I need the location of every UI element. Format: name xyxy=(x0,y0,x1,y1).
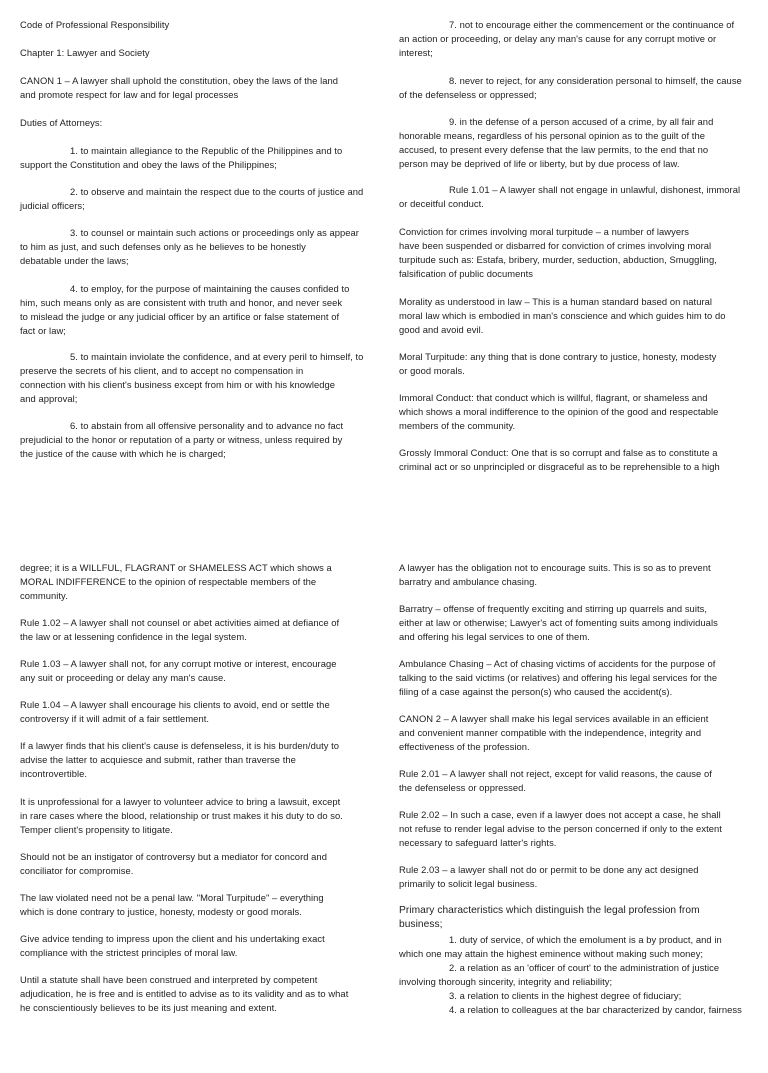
text-line: CANON 1 – A lawyer shall uphold the constitution, obey the laws of the land xyxy=(20,75,338,86)
text-line: primarily to solicit legal business. xyxy=(399,878,538,889)
text-line: CANON 2 – A lawyer shall make his legal services available in an efficient xyxy=(399,713,709,724)
text-line: and promote respect for law and for legal processes xyxy=(20,89,239,100)
page-2-left xyxy=(20,561,404,1073)
text-line: any suit or proceeding or delay any man's cause. xyxy=(20,672,226,683)
text-line: barratry and ambulance chasing. xyxy=(399,576,538,587)
text-line: Code of Professional Responsibility xyxy=(20,19,170,30)
text-line: 6. to abstain from all offensive personality and to advance no fact xyxy=(70,420,344,431)
text-line: 4. a relation to colleagues at the bar characterized by candor, fairness xyxy=(449,1004,742,1015)
text-line: compliance with the strictest principles of moral law. xyxy=(20,947,238,958)
text-line: judicial officers; xyxy=(20,200,85,211)
text-line: 1. to maintain allegiance to the Republic of the Philippines and to xyxy=(70,145,343,156)
text-line: the law or at lessening confidence in the legal system. xyxy=(20,631,247,642)
text-line: in rare cases where the blood, relationship or trust makes it his duty to do so. xyxy=(20,810,343,821)
text-line: Rule 2.02 – In such a case, even if a lawyer does not accept a case, he shall xyxy=(399,809,721,820)
paragraph xyxy=(399,904,700,932)
paragraph xyxy=(399,350,716,378)
paragraph xyxy=(399,446,720,474)
paragraph xyxy=(20,185,363,213)
paragraph xyxy=(20,74,338,102)
text-line: Rule 1.04 – A lawyer shall encourage his clients to avoid, end or settle the xyxy=(20,699,330,710)
text-line: Duties of Attorneys: xyxy=(20,117,103,128)
text-line: Primary characteristics which distinguish the legal profession from xyxy=(399,905,700,916)
text-line: support the Constitution and obey the laws of the Philippines; xyxy=(20,159,277,170)
paragraph xyxy=(20,932,325,960)
text-line: either at law or otherwise; Lawyer's act of fomenting suits among individuals xyxy=(399,617,718,628)
paragraph xyxy=(399,808,722,850)
text-line: Temper client's propensity to litigate. xyxy=(20,824,173,835)
paragraph xyxy=(399,767,712,795)
text-line: Moral Turpitude: any thing that is done contrary to justice, honesty, modesty xyxy=(399,351,717,362)
text-line: The law violated need not be a penal law. "Moral Turpitude" – everything xyxy=(20,892,324,903)
text-line: necessary to safeguard latter's rights. xyxy=(399,837,557,848)
text-line: If a lawyer finds that his client's cause is defenseless, it is his burden/duty to xyxy=(20,740,340,751)
text-line: and convenient manner compatible with the independence, integrity and xyxy=(399,727,702,738)
paragraph xyxy=(399,961,719,989)
text-line: Rule 1.01 – A lawyer shall not engage in unlawful, dishonest, immoral xyxy=(449,184,741,195)
paragraph xyxy=(399,74,742,102)
text-line: talking to the said victims (or relatives) and offering his legal services for the xyxy=(399,672,718,683)
paragraph xyxy=(20,850,327,878)
text-line: 7. not to encourage either the commencement or the continuance of xyxy=(449,19,735,30)
paragraph xyxy=(399,602,718,644)
text-line: not refuse to render legal advise to the person concerned if only to the extent xyxy=(399,823,722,834)
text-line: 4. to employ, for the purpose of maintaining the causes confided to xyxy=(70,283,350,294)
text-line: Ambulance Chasing – Act of chasing victims of accidents for the purpose of xyxy=(399,658,716,669)
text-line: business; xyxy=(399,919,443,930)
text-line: debatable under the laws; xyxy=(20,255,129,266)
paragraph xyxy=(20,561,332,603)
text-line: the defenseless or oppressed. xyxy=(399,782,527,793)
text-line: involving thorough sincerity, integrity and reliability; xyxy=(399,976,613,987)
paragraph xyxy=(20,18,169,32)
text-line: 2. a relation as an 'officer of court' to the administration of justice xyxy=(449,962,720,973)
text-line: turpitude such as: Estafa, bribery, murder, seduction, abduction, Smuggling, xyxy=(399,254,717,265)
text-line: Rule 1.03 – A lawyer shall not, for any corrupt motive or interest, encourage xyxy=(20,658,337,669)
paragraph xyxy=(399,391,718,433)
text-line: Chapter 1: Lawyer and Society xyxy=(20,47,150,58)
text-line: an action or proceeding, or delay any man's cause for any corrupt motive or xyxy=(399,33,717,44)
text-line: It is unprofessional for a lawyer to volunteer advice to bring a lawsuit, except xyxy=(20,796,341,807)
text-line: which one may attain the highest eminence without making such money; xyxy=(399,948,704,959)
paragraph xyxy=(20,144,342,172)
paragraph xyxy=(20,116,102,130)
text-line: Immoral Conduct: that conduct which is willful, flagrant, or shameless and xyxy=(399,392,708,403)
text-line: Give advice tending to impress upon the client and his undertaking exact xyxy=(20,933,325,944)
text-line: of the defenseless or oppressed; xyxy=(399,89,537,100)
paragraph xyxy=(20,891,324,919)
paragraph xyxy=(399,561,711,589)
text-line: interest; xyxy=(399,47,433,58)
text-line: person may be deprived of life or liberty, but by due process of law. xyxy=(399,158,680,169)
paragraph xyxy=(20,973,348,1015)
text-line: controversy if it will admit of a fair settlement. xyxy=(20,713,210,724)
paragraph xyxy=(399,183,740,211)
text-line: Conviction for crimes involving moral turpitude – a number of lawyers xyxy=(399,226,690,237)
text-line: 3. to counsel or maintain such actions or proceedings only as appear xyxy=(70,227,359,238)
paragraph xyxy=(399,115,713,171)
text-line: he conscientiously believes to be its just meaning and extent. xyxy=(20,1002,277,1013)
paragraph xyxy=(399,1003,742,1017)
text-line: effectiveness of the profession. xyxy=(399,741,530,752)
paragraph xyxy=(399,863,699,891)
paragraph xyxy=(20,698,330,726)
page-1-right xyxy=(399,18,768,530)
text-line: Should not be an instigator of controversy but a mediator for concord and xyxy=(20,851,327,862)
text-line: him, such means only as are consistent with truth and honor, and never seek xyxy=(20,297,343,308)
text-line: the justice of the cause with which he is charged; xyxy=(20,448,226,459)
text-line: or good morals. xyxy=(399,365,465,376)
paragraph xyxy=(20,46,150,60)
text-line: falsification of public documents xyxy=(399,268,534,279)
page-1-left xyxy=(20,18,404,530)
text-line: 5. to maintain inviolate the confidence, and at every peril to himself, to xyxy=(70,351,364,362)
paragraph xyxy=(20,616,339,644)
text-line: accused, to present every defense that the law permits, to the end that no xyxy=(399,144,709,155)
text-line: to mislead the judge or any judicial officer by an artifice or false statement of xyxy=(20,311,340,322)
text-line: prejudicial to the honor or reputation of a party or witness, unless required by xyxy=(20,434,343,445)
text-line: which is done contrary to justice, honesty, modesty or good morals. xyxy=(20,906,302,917)
paragraph xyxy=(20,419,343,461)
text-line: 1. duty of service, of which the emolument is a by product, and in xyxy=(449,934,722,945)
text-line: and offering his legal services to one of them. xyxy=(399,631,590,642)
paragraph xyxy=(20,226,359,268)
text-line: Rule 2.03 – a lawyer shall not do or permit to be done any act designed xyxy=(399,864,699,875)
text-line: filing of a case against the person(s) who caused the accident(s). xyxy=(399,686,673,697)
paragraph xyxy=(20,350,363,406)
text-line: Barratry – offense of frequently exciting and stirring up quarrels and suits, xyxy=(399,603,708,614)
text-line: community. xyxy=(20,590,68,601)
paragraph xyxy=(399,712,708,754)
text-line: 9. in the defense of a person accused of a crime, by all fair and xyxy=(449,116,714,127)
paragraph xyxy=(399,657,717,699)
text-line: incontrovertible. xyxy=(20,768,88,779)
paragraph xyxy=(20,282,349,338)
text-line: Until a statute shall have been construed and interpreted by competent xyxy=(20,974,318,985)
text-line: MORAL INDIFFERENCE to the opinion of respectable members of the xyxy=(20,576,317,587)
paragraph xyxy=(20,657,337,685)
text-line: criminal act or so unprincipled or disgraceful as to be reprehensible to a high xyxy=(399,461,720,472)
text-line: degree; it is a WILLFUL, FLAGRANT or SHAMELESS ACT which shows a xyxy=(20,562,332,573)
text-line: Rule 2.01 – A lawyer shall not reject, except for valid reasons, the cause of xyxy=(399,768,712,779)
text-line: 2. to observe and maintain the respect due to the courts of justice and xyxy=(70,186,364,197)
paragraph xyxy=(399,225,717,281)
text-line: 8. never to reject, for any consideration personal to himself, the cause xyxy=(449,75,742,86)
text-line: Rule 1.02 – A lawyer shall not counsel or abet activities aimed at defiance of xyxy=(20,617,340,628)
text-line: connection with his client's business except from him or with his knowledge xyxy=(20,379,336,390)
text-line: fact or law; xyxy=(20,325,66,336)
text-line: which shows a moral indifference to the opinion of the good and respectable xyxy=(399,406,719,417)
paragraph xyxy=(399,18,734,60)
paragraph xyxy=(399,933,722,961)
text-line: preserve the secrets of his client, and to accept no compensation in xyxy=(20,365,304,376)
text-line: honorable means, regardless of his personal opinion as to the guilt of the xyxy=(399,130,705,141)
text-line: moral law which is embodied in man's conscience and which guides him to do xyxy=(399,310,726,321)
text-line: have been suspended or disbarred for conviction of crimes involving moral xyxy=(399,240,712,251)
text-line: adjudication, he is free and is entitled to advise as to its validity and as to what xyxy=(20,988,349,999)
paragraph xyxy=(20,795,343,837)
text-line: and approval; xyxy=(20,393,78,404)
paragraph xyxy=(20,739,339,781)
text-line: Morality as understood in law – This is a human standard based on natural xyxy=(399,296,713,307)
text-line: 3. a relation to clients in the highest degree of fiduciary; xyxy=(449,990,682,1001)
text-line: advise the latter to acquiesce and submit, rather than traverse the xyxy=(20,754,296,765)
text-line: Grossly Immoral Conduct: One that is so corrupt and false as to constitute a xyxy=(399,447,718,458)
text-line: A lawyer has the obligation not to encourage suits. This is so as to prevent xyxy=(399,562,711,573)
paragraph xyxy=(399,295,726,337)
page-2-right xyxy=(399,561,768,1073)
text-line: or deceitful conduct. xyxy=(399,198,484,209)
text-line: good and avoid evil. xyxy=(399,324,484,335)
paragraph xyxy=(399,989,681,1003)
text-line: to him as just, and such defenses only as he believes to be honestly xyxy=(20,241,306,252)
text-line: conciliator for compromise. xyxy=(20,865,134,876)
text-line: members of the community. xyxy=(399,420,516,431)
